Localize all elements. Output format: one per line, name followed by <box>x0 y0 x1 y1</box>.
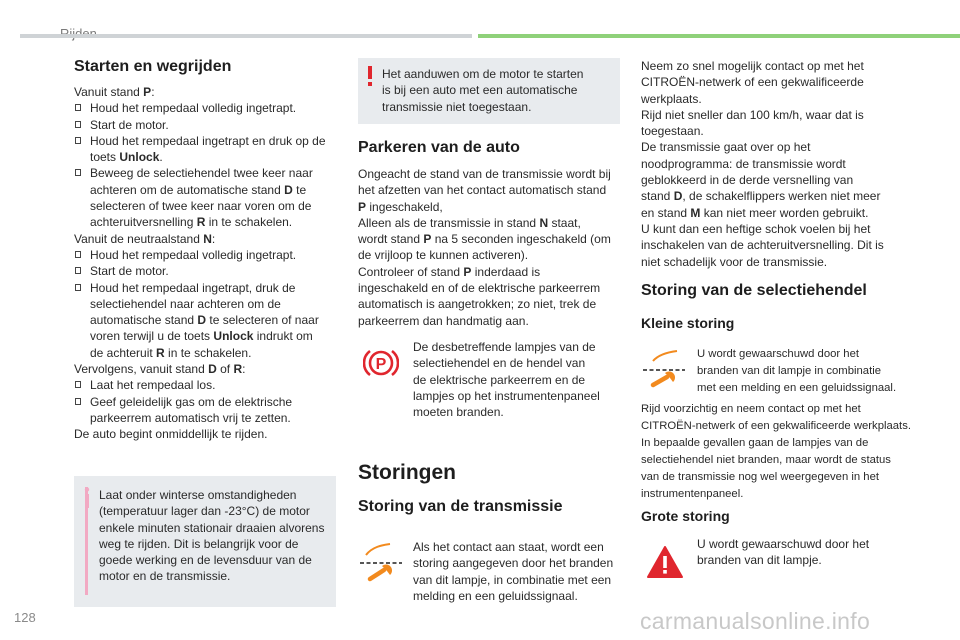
paragraph-line: parkeerrem dan handmatig aan. <box>358 313 529 328</box>
major-fault-text <box>697 536 907 569</box>
paragraph-line: Neem zo snel mogelijk contact op met het <box>641 59 864 73</box>
bullet-item: Houd het rempedaal volledig ingetrapt. <box>74 247 339 263</box>
parking-text <box>358 166 623 329</box>
bullet-continuation: achteren om de automatische stand D te <box>90 182 307 197</box>
paragraph-line: In bepaalde gevallen gaan de lampjes van de <box>641 437 869 449</box>
paragraph-line: selectiehendel niet branden, maar wordt de status <box>641 454 891 466</box>
paragraph-line: De auto begint onmiddellijk te rijden. <box>74 427 268 442</box>
paragraph-line: stand D, de schakelflippers werken niet meer <box>641 189 881 204</box>
selector-fault-title: Storing van de selectiehendel <box>641 282 867 299</box>
watermark: carmanualsonline.info <box>640 608 871 634</box>
paragraph-line: Vanuit stand P: <box>74 85 155 99</box>
paragraph-line: geblokkeerd in de derde versnelling van <box>641 173 854 188</box>
bullet-continuation: parkeerrem automatisch vrij te zetten. <box>90 410 291 425</box>
info-line: enkele minuten stationair draaien alvorens <box>99 520 325 535</box>
checkbox-bullet-icon <box>75 137 81 144</box>
info-line: Laat onder winterse omstandigheden <box>99 488 297 502</box>
paragraph-line: het afzetten van het contact automatisch stand <box>358 183 607 198</box>
bullet-item: Geef geleidelijk gas om de elektrische <box>74 394 339 410</box>
paragraph-line: branden van dit lampje. <box>697 553 822 568</box>
wrench-service-icon <box>356 541 404 583</box>
paragraph-line: automatisch is aangetrokken; zo niet, trek de <box>358 297 597 312</box>
paragraph-line: met een melding en een geluidssignaal. <box>697 382 897 394</box>
starting-title: Starten en wegrijden <box>74 58 232 75</box>
wrench-service-icon <box>639 349 689 389</box>
paragraph-line: Rijd voorzichtig en neem contact op met het <box>641 403 861 415</box>
paragraph-line: Controleer of stand P inderdaad is <box>358 264 541 279</box>
paragraph-line: moeten branden. <box>413 405 504 420</box>
warning-line: Het aanduwen om de motor te starten <box>382 67 584 81</box>
paragraph-line: noodprogramma: de transmissie wordt <box>641 156 846 171</box>
bullet-continuation: toets Unlock. <box>90 150 163 165</box>
transmission-fault-text <box>413 539 618 604</box>
paragraph-line: Vanuit de neutraalstand N: <box>74 231 216 246</box>
bullet-item: Beweeg de selectiehendel twee keer naar <box>74 165 339 181</box>
paragraph-line: instrumentenpaneel. <box>641 488 744 500</box>
paragraph-line: en stand M kan niet meer worden gebruikt. <box>641 205 869 220</box>
checkbox-bullet-icon <box>75 169 81 176</box>
paragraph-line: lampjes op het instrumentenpaneel <box>413 388 600 403</box>
checkbox-bullet-icon <box>75 251 81 258</box>
paragraph-line: Ongeacht de stand van de transmissie wordt bij <box>358 167 611 181</box>
paragraph-line: U wordt gewaarschuwd door het <box>697 537 870 551</box>
paragraph-line: branden van dit lampje in combinatie <box>697 365 881 377</box>
info-line: goede werking en de levensduur van de <box>99 553 312 568</box>
bullet-item: Houd het rempedaal ingetrapt en druk op de <box>74 133 339 149</box>
bullet-item: Start de motor. <box>74 263 339 279</box>
minor-fault-title: Kleine storing <box>641 315 735 331</box>
bullet-continuation: de achteruit R in te schakelen. <box>90 345 252 360</box>
paragraph-line: melding en een geluidssignaal. <box>413 588 578 603</box>
faults-title: Storingen <box>358 461 456 484</box>
header-divider <box>20 34 472 38</box>
paragraph-line: van dit lampje, in combinatie met een <box>413 572 612 587</box>
bullet-item: Houd het rempedaal volledig ingetrapt. <box>74 100 339 116</box>
paragraph-line: De desbetreffende lampjes van de <box>413 340 596 354</box>
bullet-item: Laat het rempedaal los. <box>74 377 339 393</box>
checkbox-bullet-icon <box>75 284 81 291</box>
parking-title: Parkeren van de auto <box>358 139 520 156</box>
header-accent-bar <box>478 34 960 38</box>
warning-callout <box>358 58 620 124</box>
paragraph-line: toegestaan. <box>641 124 704 139</box>
paragraph-line: selectiehendel en de hendel van <box>413 356 586 371</box>
transmission-advice-text <box>641 58 911 270</box>
paragraph-line: CITROËN-netwerk of een gekwalificeerde <box>641 75 864 90</box>
paragraph-line: ingeschakeld en of de elektrische parkeerrem <box>358 281 601 296</box>
minor-fault-lamp-text <box>697 346 912 397</box>
paragraph-line: werkplaats. <box>641 91 702 106</box>
warning-triangle-icon <box>646 545 684 579</box>
bullet-continuation: selectiehendel naar achteren om de <box>90 296 281 311</box>
info-icon <box>82 487 92 507</box>
warning-exclamation-icon <box>367 66 373 88</box>
bullet-item: Start de motor. <box>74 117 339 133</box>
svg-text:P: P <box>375 356 387 373</box>
info-callout-text <box>99 487 334 585</box>
warning-line: is bij een auto met een automatische <box>382 83 578 98</box>
checkbox-bullet-icon <box>75 398 81 405</box>
paragraph-line: CITROËN-netwerk of een gekwalificeerde werkplaats. <box>641 420 911 432</box>
checkbox-bullet-icon <box>75 121 81 128</box>
paragraph-line: de elektrische parkeerrem en de <box>413 372 586 387</box>
starting-instructions <box>74 84 339 443</box>
warning-line: transmissie niet toegestaan. <box>382 99 532 114</box>
paragraph-line: niet schadelijk voor de transmissie. <box>641 254 828 269</box>
paragraph-line: U wordt gewaarschuwd door het <box>697 348 860 360</box>
brake-lamp-text <box>413 339 618 420</box>
bullet-continuation: selecteren of twee keer naar voren om de <box>90 199 312 214</box>
bullet-continuation: voren terwijl u de toets Unlock indrukt om <box>90 329 313 344</box>
page-number: 128 <box>14 610 36 625</box>
paragraph-line: inschakelen van de achteruitversnelling. Dit is <box>641 238 884 253</box>
paragraph-line: U kunt dan een heftige schok voelen bij het <box>641 221 871 236</box>
paragraph-line: P ingeschakeld, <box>358 199 443 214</box>
info-line: (temperatuur lager dan -23°C) de motor <box>99 504 310 519</box>
paragraph-line: Rijd niet sneller dan 100 km/h, waar dat is <box>641 107 864 122</box>
warning-callout-text <box>382 66 618 115</box>
paragraph-line: De transmissie gaat over op het <box>641 140 811 155</box>
paragraph-line: wordt stand P na 5 seconden ingeschakeld (om <box>358 232 611 247</box>
paragraph-line: Alleen als de transmissie in stand N staat, <box>358 215 581 230</box>
paragraph-line: storing aangegeven door het branden <box>413 556 614 571</box>
info-line: weg te rijden. Dit is belangrijk voor de <box>99 536 299 551</box>
paragraph-line: de vrijloop te kunnen activeren). <box>358 248 529 263</box>
checkbox-bullet-icon <box>75 267 81 274</box>
bullet-continuation: automatische stand D te selecteren of naar <box>90 313 319 328</box>
paragraph-line: Als het contact aan staat, wordt een <box>413 540 604 554</box>
major-fault-title: Grote storing <box>641 508 730 524</box>
bullet-continuation: achteruitversnelling R in te schakelen. <box>90 215 293 230</box>
paragraph-line: Vervolgens, vanuit stand D of R: <box>74 362 246 377</box>
checkbox-bullet-icon <box>75 381 81 388</box>
bullet-item: Houd het rempedaal ingetrapt, druk de <box>74 280 339 296</box>
info-line: motor en de transmissie. <box>99 569 231 584</box>
info-callout <box>74 476 336 607</box>
transmission-fault-title: Storing van de transmissie <box>358 498 563 515</box>
parking-brake-icon <box>363 346 399 380</box>
checkbox-bullet-icon <box>75 104 81 111</box>
paragraph-line: van de transmissie nog wel weergegeven in het <box>641 471 880 483</box>
minor-fault-advice-text <box>641 401 916 503</box>
